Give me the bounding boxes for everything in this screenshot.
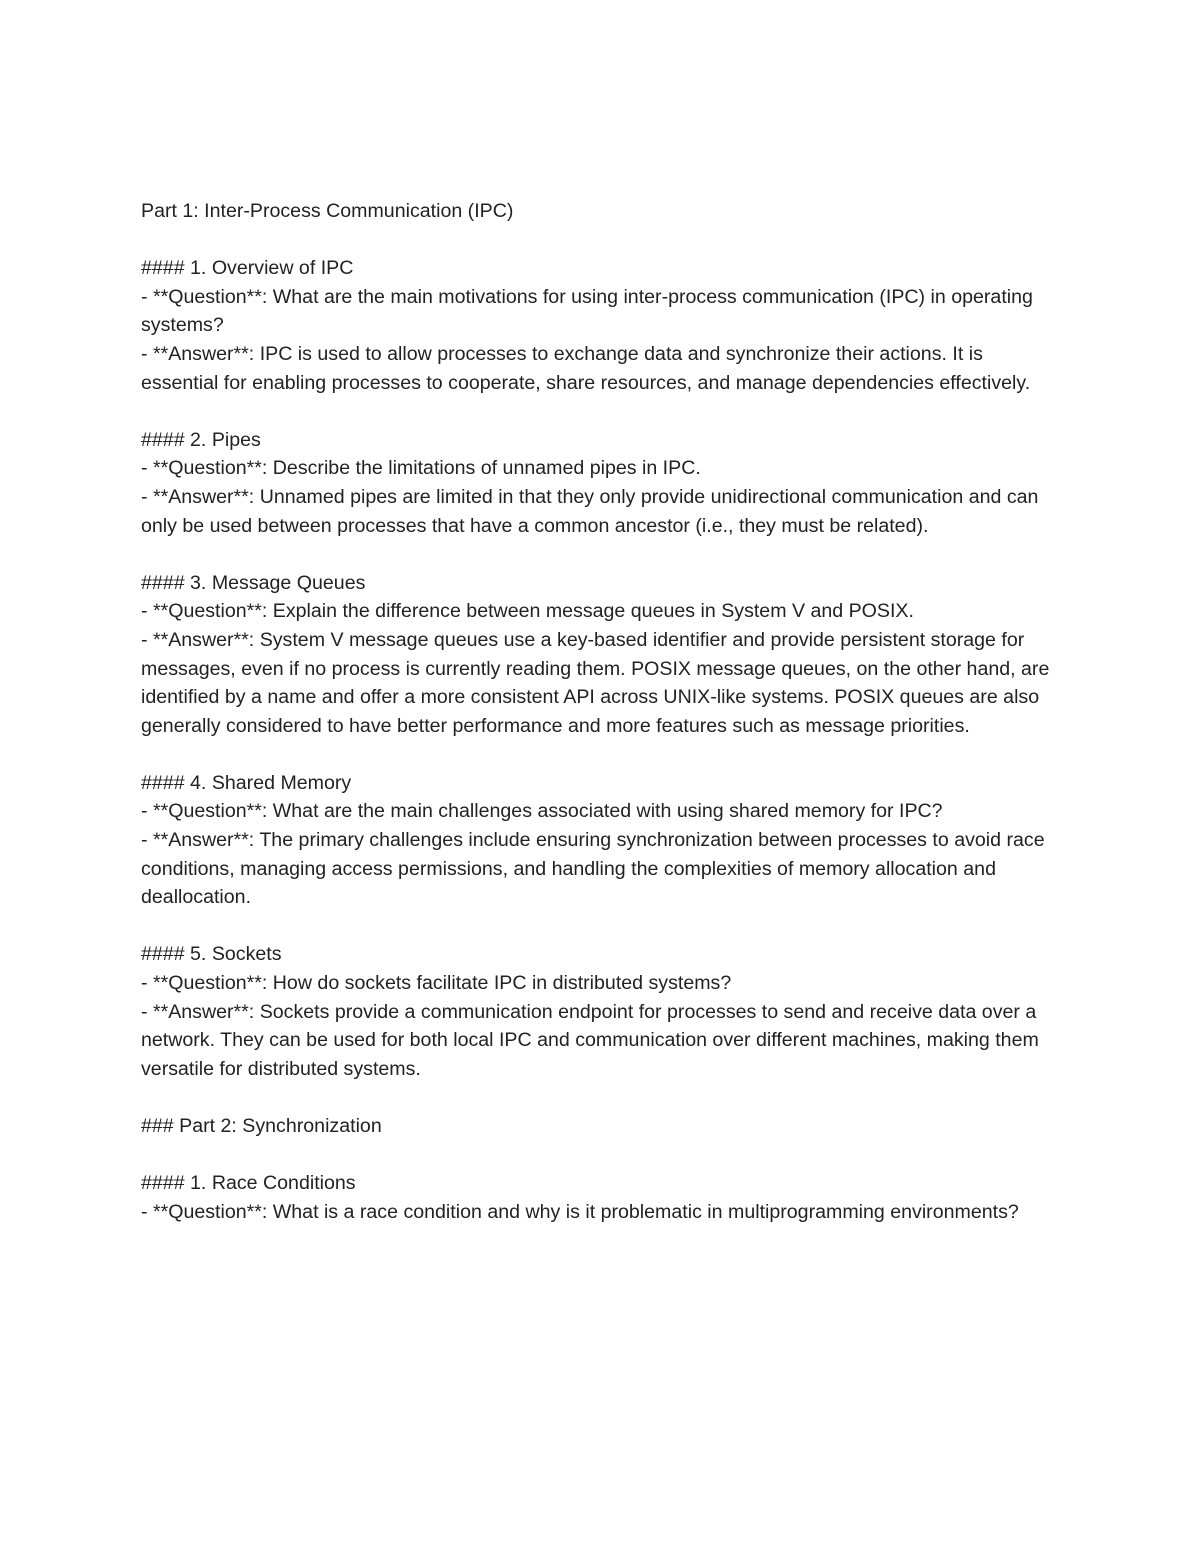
spacer bbox=[141, 397, 1061, 426]
spacer bbox=[141, 1141, 1061, 1170]
section-answer-overview: - **Answer**: IPC is used to allow processes to exchange data and synchronize their actions. It is essential for enabling processes to cooperate, share resources, and manage dependencies effectively. bbox=[141, 342, 1031, 394]
section-heading-race-conditions: #### 1. Race Conditions bbox=[141, 1172, 356, 1195]
section-question-shared-memory: - **Question**: What are the main challenges associated with using shared memory for IPC? bbox=[141, 800, 943, 823]
section-answer-sockets: - **Answer**: Sockets provide a communication endpoint for processes to send and receive data over a network. They can be used for both local IPC and communication over different machines, making them versatile for distributed systems. bbox=[141, 1000, 1045, 1080]
document-body bbox=[141, 197, 1061, 1226]
section-heading-message-queues: #### 3. Message Queues bbox=[141, 571, 366, 594]
section-heading-overview: #### 1. Overview of IPC bbox=[141, 257, 354, 280]
part2-title: ### Part 2: Synchronization bbox=[141, 1115, 382, 1137]
part1-title: Part 1: Inter-Process Communication (IPC) bbox=[141, 200, 514, 222]
section-answer-pipes: - **Answer**: Unnamed pipes are limited in that they only provide unidirectional communication and can only be used between processes that have a common ancestor (i.e., they must be related). bbox=[141, 485, 1044, 537]
spacer bbox=[141, 540, 1061, 569]
section-answer-shared-memory: - **Answer**: The primary challenges include ensuring synchronization between processes to avoid race conditions, managing access permissions, and handling the complexities of memory allocation and deallocation. bbox=[141, 829, 1051, 909]
section-question-message-queues: - **Question**: Explain the difference between message queues in System V and POSIX. bbox=[141, 600, 914, 623]
section-answer-message-queues: - **Answer**: System V message queues use a key-based identifier and provide persistent storage for messages, even if no process is currently reading them. POSIX message queues, on the other hand, are identified by a name and offer a more consistent API across UNIX-like systems. POSIX queues are also generally considered to have better performance and more features such as message priorities. bbox=[141, 628, 1055, 737]
spacer bbox=[141, 1083, 1061, 1112]
spacer bbox=[141, 912, 1061, 941]
section-question-overview: - **Question**: What are the main motivations for using inter-process communication (IPC) in operating systems? bbox=[141, 285, 1039, 337]
section-question-pipes: - **Question**: Describe the limitations of unnamed pipes in IPC. bbox=[141, 457, 701, 480]
section-heading-shared-memory: #### 4. Shared Memory bbox=[141, 771, 352, 794]
section-question-race-conditions: - **Question**: What is a race condition and why is it problematic in multiprogramming environments? bbox=[141, 1200, 1019, 1223]
section-question-sockets: - **Question**: How do sockets facilitate IPC in distributed systems? bbox=[141, 972, 732, 995]
section-heading-sockets: #### 5. Sockets bbox=[141, 943, 282, 966]
spacer bbox=[141, 740, 1061, 769]
section-heading-pipes: #### 2. Pipes bbox=[141, 428, 261, 451]
spacer bbox=[141, 226, 1061, 255]
